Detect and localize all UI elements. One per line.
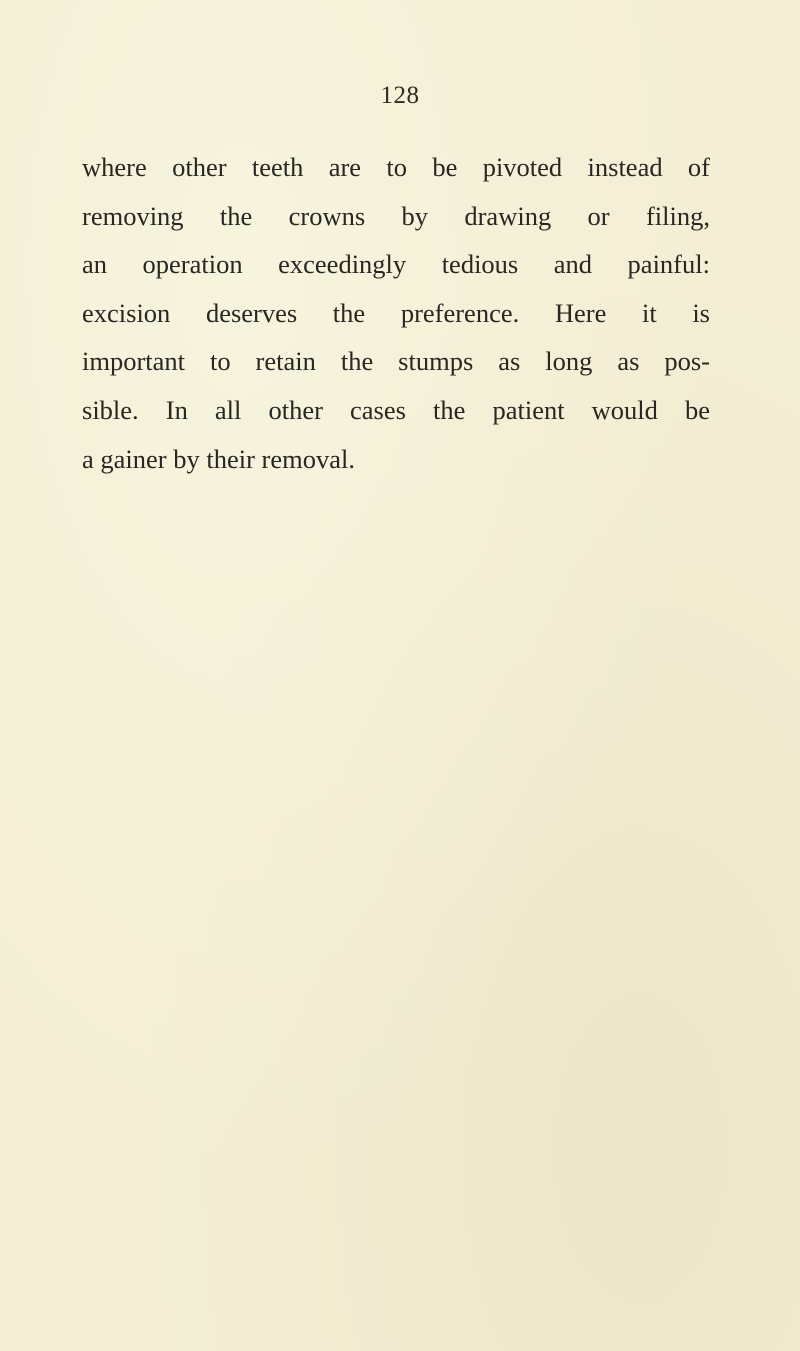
page-number: 128 (380, 82, 420, 109)
text-line: where other teeth are to be pivoted instead of (82, 152, 710, 182)
text-line: important to retain the stumps as long as pos- (82, 346, 710, 377)
text-line: an operation exceedingly tedious and painful: (82, 249, 710, 280)
text-line: removing the crowns by drawing or filing, (82, 200, 710, 231)
body-paragraph (82, 143, 710, 483)
text-line: a gainer by their removal. (82, 443, 355, 474)
text-line: sible. In all other cases the patient would be (82, 394, 710, 425)
text-line: excision deserves the preference. Here it is (82, 297, 710, 328)
